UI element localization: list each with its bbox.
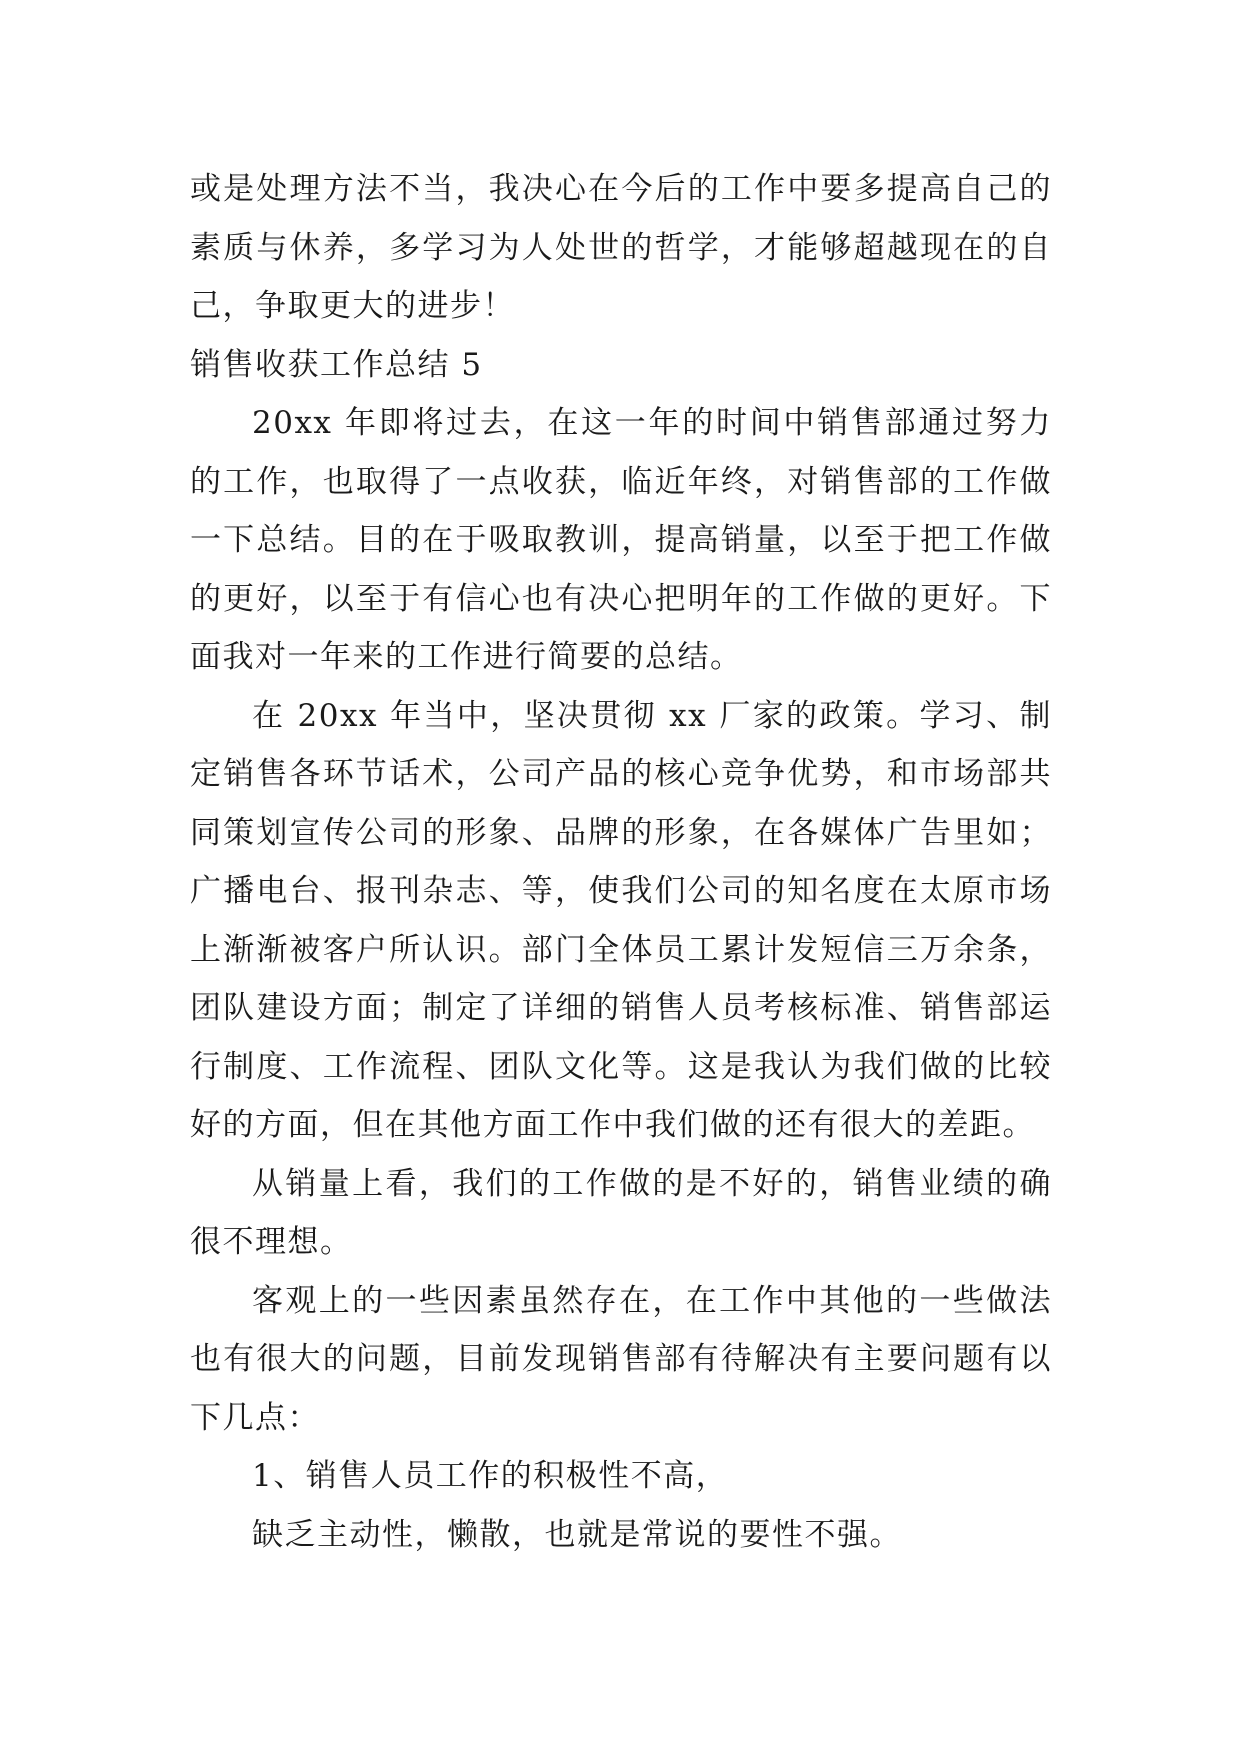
paragraph-problems: 客观上的一些因素虽然存在，在工作中其他的一些做法也有很大的问题，目前发现销售部有待解决有主要问题有以下几点： [190,1282,1052,1436]
paragraph-sales-volume: 从销量上看，我们的工作做的是不好的，销售业绩的确很不理想。 [190,1165,1052,1260]
continuation-paragraph: 或是处理方法不当，我决心在今后的工作中要多提高自己的素质与休养，多学习为人处世的哲学，才能够超越现在的自己，争取更大的进步！ [190,171,1052,324]
section-heading: 销售收获工作总结 5 [190,346,483,383]
document-body [190,160,1052,1564]
paragraph-policy: 在 20xx 年当中，坚决贯彻 xx 厂家的政策。学习、制定销售各环节话术，公司产品的核心竞争优势，和市场部共同策划宣传公司的形象、品牌的形象，在各媒体广告里如；广播电台、报刊杂志、等，使我们公司的知名度在太原市场上渐渐被客户所认识。部门全体员工累计发短信三万余条，团队建设方面；制定了详细的销售人员考核标准、销售部运行制度、工作流程、团队文化等。这是我认为我们做的比较好的方面，但在其他方面工作中我们做的还有很大的差距。 [190,697,1052,1143]
list-item-1: 1、销售人员工作的积极性不高， [252,1458,729,1494]
paragraph-intro: 20xx 年即将过去，在这一年的时间中销售部通过努力的工作，也取得了一点收获，临近年终，对销售部的工作做一下总结。目的在于吸取教训，提高销量，以至于把工作做的更好，以至于有信心也有决心把明年的工作做的更好。下面我对一年来的工作进行简要的总结。 [190,405,1052,675]
list-item-1-detail: 缺乏主动性，懒散，也就是常说的要性不强。 [252,1516,902,1553]
